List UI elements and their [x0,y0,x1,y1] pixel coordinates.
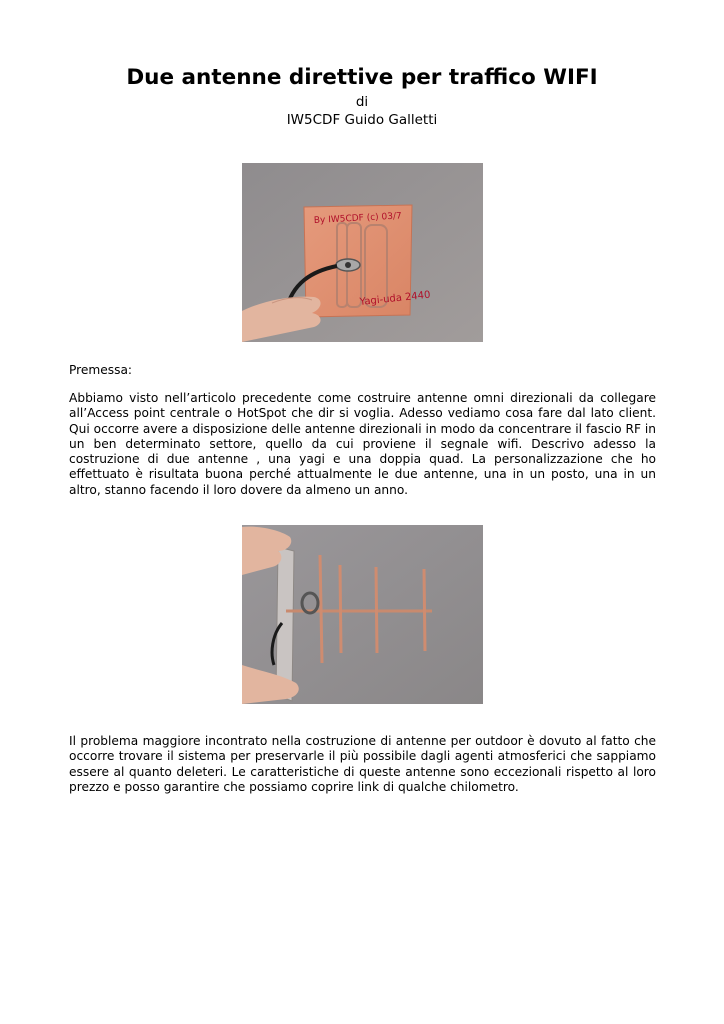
outdoor-paragraph: Il problema maggiore incontrato nella costruzione di antenne per outdoor è dovuto al fatto che occorre trovare il sistema per preservarle il più possibile dagli agenti atmosferici che sappiamo essere al quanto deleteri. Le caratteristiche di queste antenne sono eccezionali rispetto al loro prezzo e posso garantire che possiamo coprire link di qualche chilometro. [69,734,656,794]
svg-text:By IW5CDF (c) 03/7: By IW5CDF (c) 03/7 [313,211,402,226]
svg-text:Yagi-uda 2440: Yagi-uda 2440 [359,289,431,308]
yagi-antenna-photo [242,525,483,704]
byline: di [355,94,369,110]
author-name: IW5CDF Guido Galletti [286,112,438,128]
premessa-heading: Premessa: [69,363,133,377]
page-title: Due antenne direttive per traffico WIFI [126,65,598,90]
intro-paragraph: Abbiamo visto nell’articolo precedente come costruire antenne omni direzionali da collegare all’Access point centrale o HotSpot che dir si voglia. Adesso vediamo cosa fare dal lato client. Qui occorre avere a disposizione delle antenne direzionali in modo da concentrare il fascio RF in un ben determinato settore, quello da cui proviene il segnale wifi. Descrivo adesso la costruzione di due antenne , una yagi e una doppia quad. La personalizzazione che ho effettuato è risultata buona perché attualmente le due antenne, una in un posto, una in un altro, stanno facendo il loro dovere da almeno un anno. [69,391,656,497]
quad-antenna-photo [242,163,483,342]
